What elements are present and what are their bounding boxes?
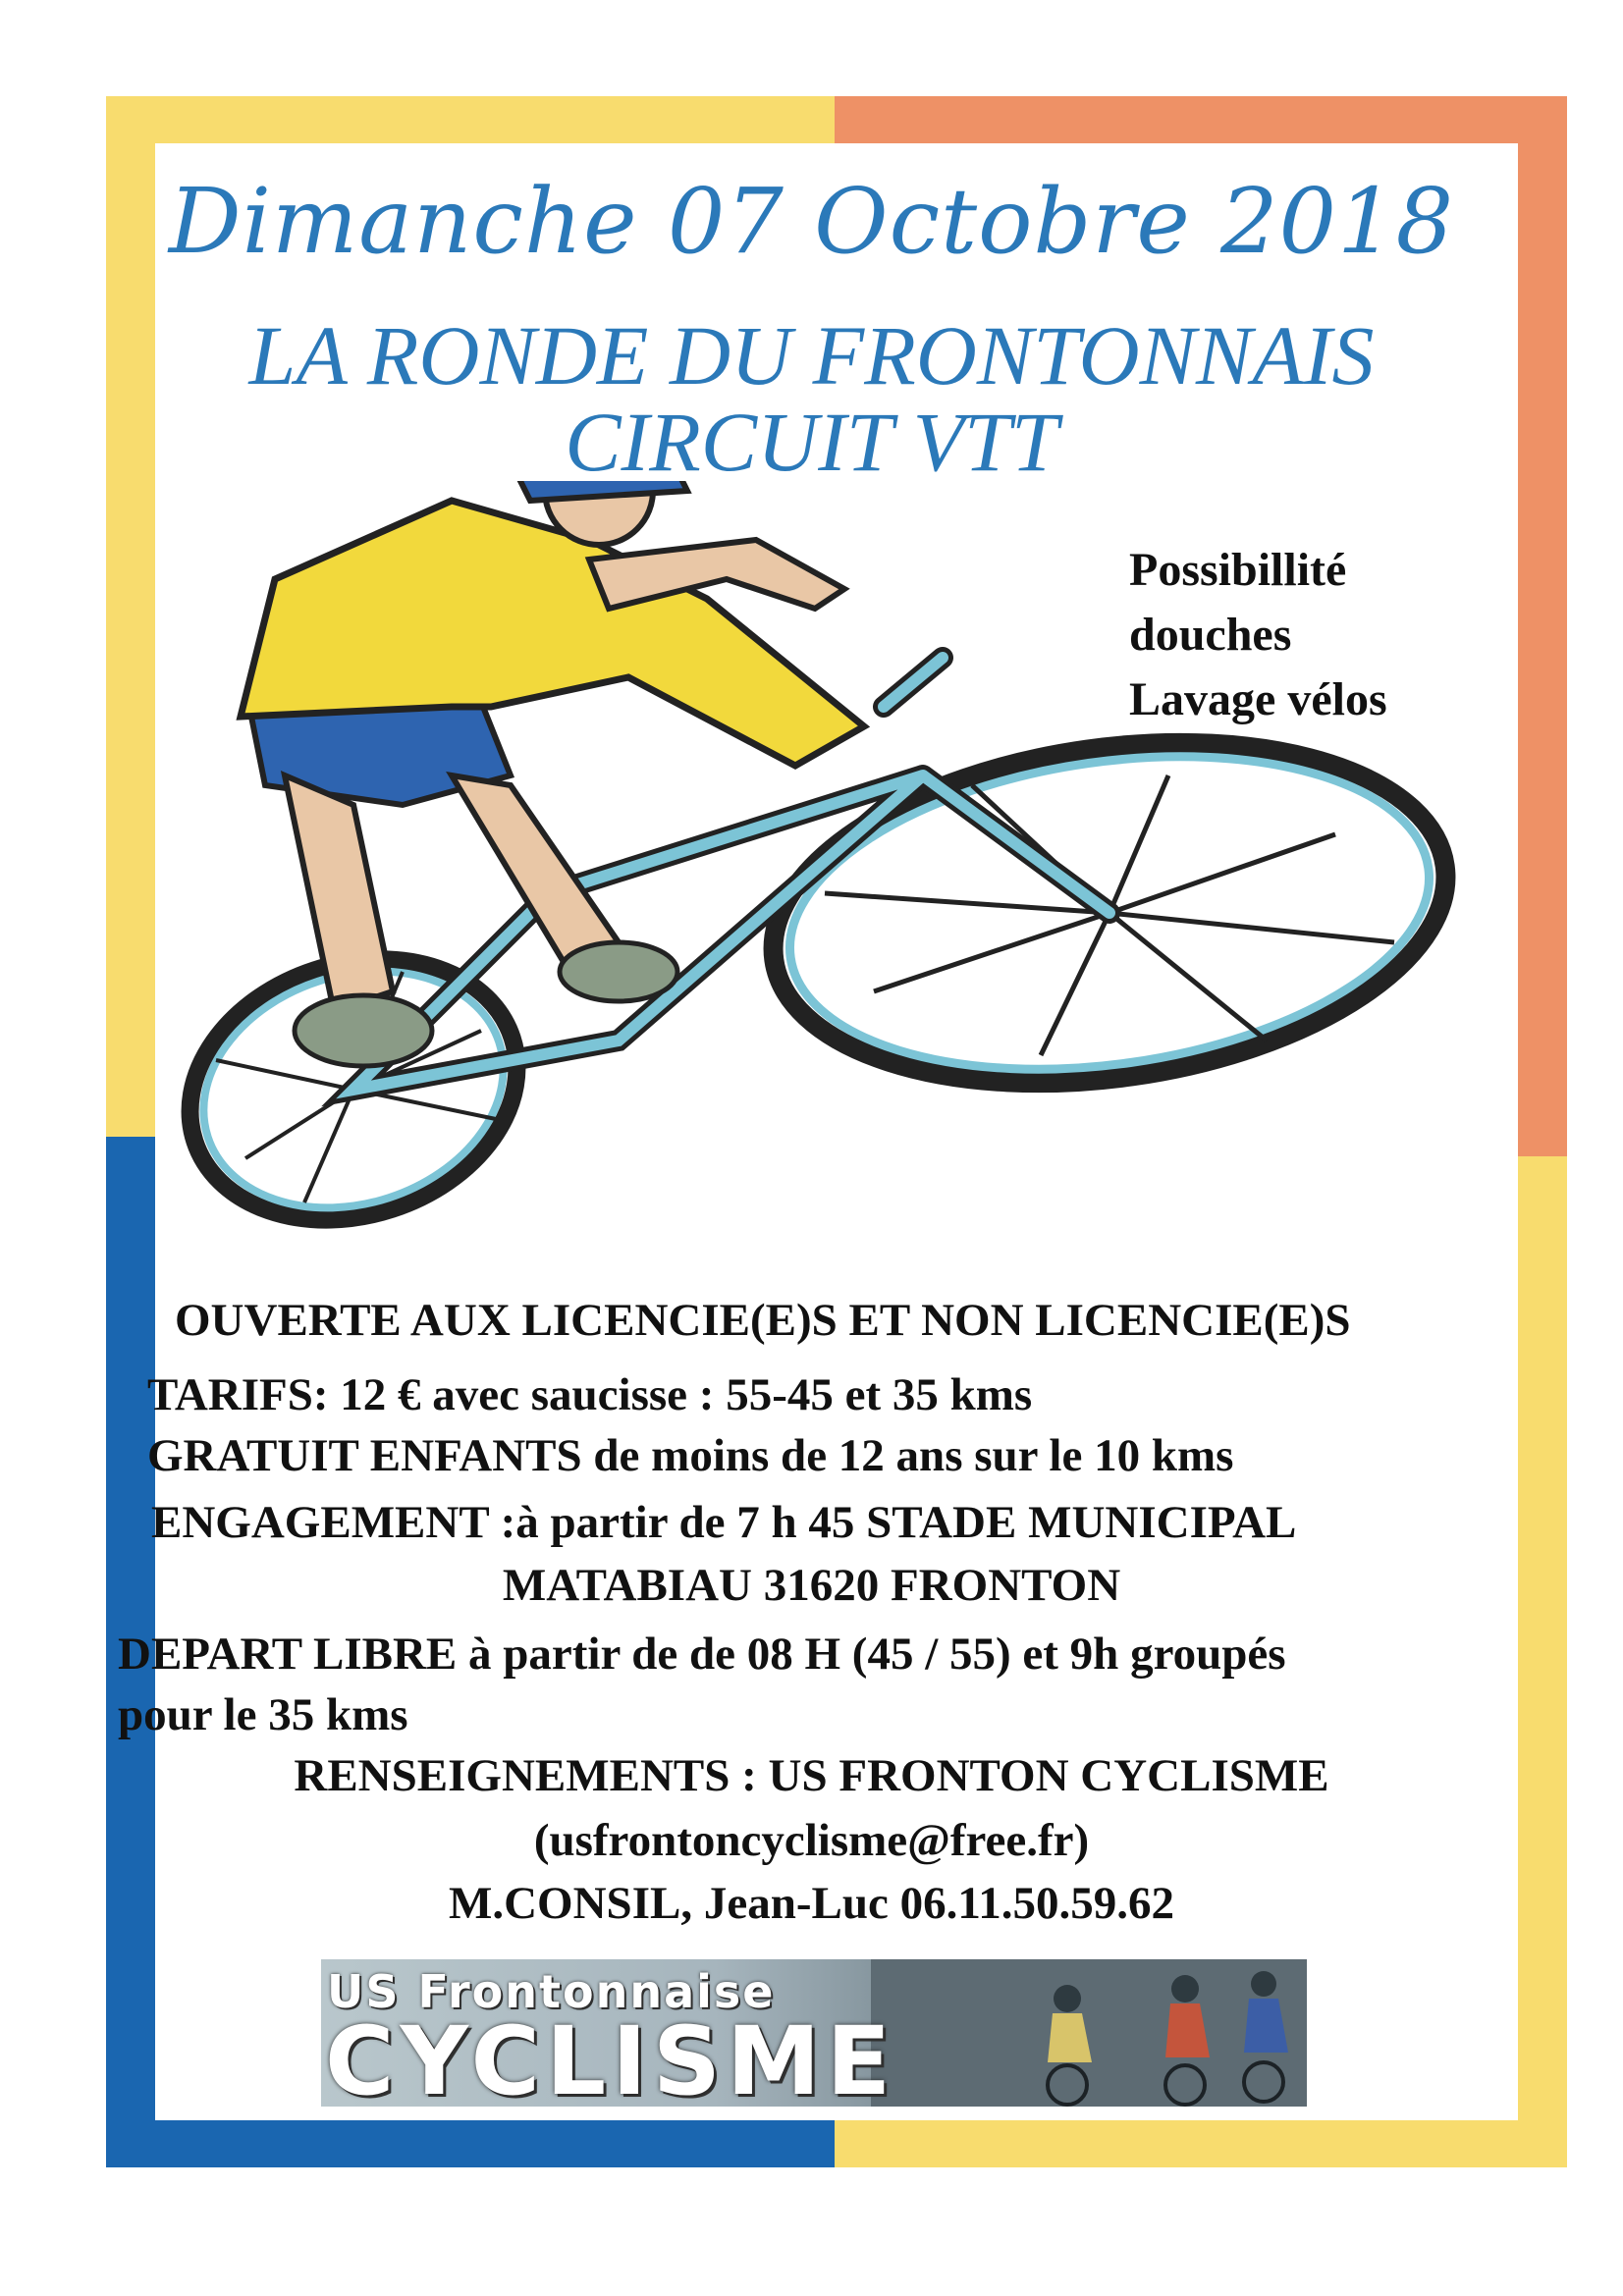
info-depart-line1: DEPART LIBRE à partir de de 08 H (45 / 55) et 9h groupés (118, 1629, 1286, 1680)
rider-arm (589, 540, 844, 609)
frame-bottom-blue (106, 2120, 835, 2167)
frame-right-yellow (1518, 1156, 1567, 2167)
frame-bottom-yellow (835, 2120, 1567, 2167)
info-tarifs: TARIFS: 12 € avec saucisse : 55-45 et 35 kms (147, 1369, 1033, 1420)
club-banner (321, 1959, 1307, 2107)
info-renseignements: RENSEIGNEMENTS : US FRONTON CYCLISME (294, 1750, 1329, 1801)
info-depart-line2: pour le 35 kms (118, 1689, 408, 1740)
amenity-item: douches (1129, 609, 1292, 661)
amenities-list (1129, 538, 1387, 732)
event-title-line1: LA RONDE DU FRONTONNAIS (248, 308, 1375, 402)
amenity-item: Lavage vélos (1129, 673, 1387, 725)
banner-title-small: US Frontonnaise (327, 1965, 776, 2018)
rider-shoe-right (560, 942, 677, 1001)
amenity-item: Possibillité (1129, 544, 1347, 596)
info-gratuit: GRATUIT ENFANTS de moins de 12 ans sur le 10 kms (147, 1430, 1234, 1481)
frame-top-orange (835, 96, 1567, 143)
rider-shoe-left (295, 995, 432, 1066)
event-date: Dimanche 07 Octobre 2018 (168, 169, 1455, 274)
banner-title-large: CYCLISME (325, 2006, 897, 2107)
event-title (0, 308, 1623, 489)
info-open: OUVERTE AUX LICENCIE(E)S ET NON LICENCIE(E)S (175, 1295, 1351, 1346)
info-email: (usfrontoncyclisme@free.fr) (533, 1815, 1090, 1866)
info-engagement: ENGAGEMENT :à partir de 7 h 45 STADE MUNICIPAL (151, 1497, 1297, 1548)
event-title-line2: CIRCUIT VTT (565, 395, 1058, 489)
info-address: MATABIAU 31620 FRONTON (502, 1560, 1121, 1611)
frame-top-yellow (106, 96, 835, 143)
rider-helmet (520, 481, 687, 501)
info-contact: M.CONSIL, Jean-Luc 06.11.50.59.62 (449, 1878, 1174, 1929)
